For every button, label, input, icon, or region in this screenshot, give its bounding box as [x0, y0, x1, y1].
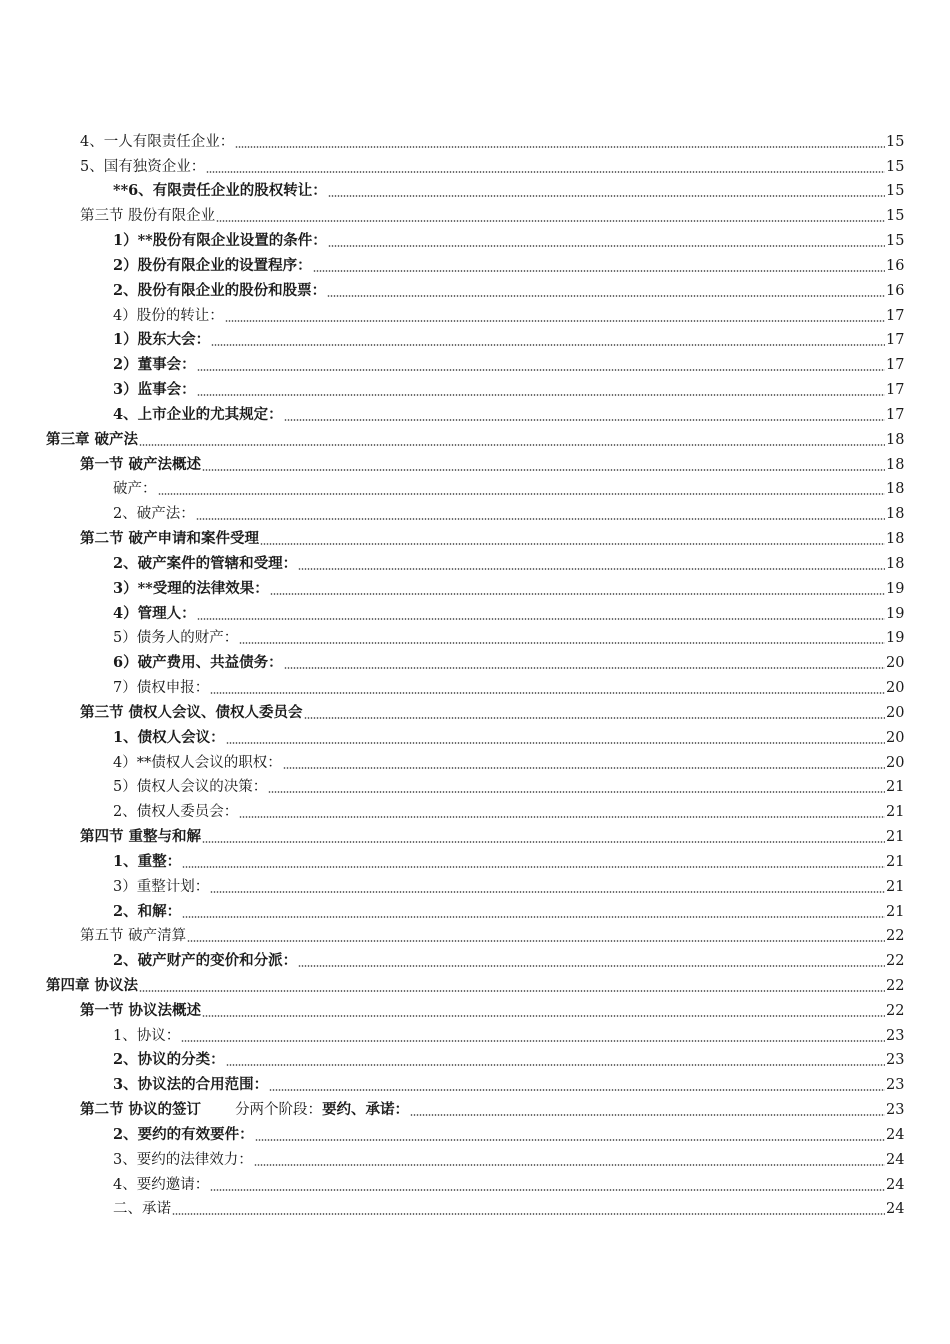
dot-leader: [202, 469, 885, 471]
toc-entry-title-text: 2）股份有限企业的设置程序：: [113, 256, 312, 274]
dot-leader: [211, 344, 885, 346]
dot-leader: [139, 990, 885, 992]
toc-entry-title-text: 3、要约的法律效力：: [113, 1151, 253, 1168]
toc-entry-title: [80, 704, 303, 722]
toc-page-number: 16: [886, 282, 905, 299]
toc-page-number: 21: [886, 878, 905, 895]
dot-leader: [182, 866, 885, 868]
toc-page-number: 15: [886, 233, 905, 250]
toc-entry-title-text: 第四章 协议法: [46, 976, 139, 994]
toc-page-number: 21: [886, 829, 905, 846]
toc-entry[interactable]: [0, 871, 950, 896]
toc-entry-title: [113, 480, 157, 498]
dot-leader: [206, 171, 885, 173]
toc-page-number: 24: [886, 1126, 905, 1143]
toc-entry[interactable]: [0, 598, 950, 623]
toc-entry-title-text: 2、破产案件的管辖和受理：: [113, 554, 298, 572]
toc-entry-title-text: 第二节 协议的签订: [80, 1101, 202, 1119]
dot-leader: [239, 642, 885, 644]
toc-entry[interactable]: [0, 176, 950, 201]
toc-page-number: 18: [886, 506, 905, 523]
toc-page-number: 18: [886, 481, 905, 498]
dot-leader: [210, 1189, 885, 1191]
dot-leader: [410, 1114, 885, 1116]
toc-entry-title: [113, 605, 196, 623]
dot-leader: [268, 791, 885, 793]
dot-leader: [226, 742, 885, 744]
toc-entry[interactable]: [0, 772, 950, 797]
dot-leader: [328, 195, 885, 197]
toc-entry[interactable]: [0, 647, 950, 672]
toc-entry[interactable]: [0, 325, 950, 350]
toc-entry-title: [113, 679, 209, 697]
toc-entry-subtext-bold: 要约、承诺：: [322, 1101, 410, 1119]
toc-entry-title: [113, 356, 196, 374]
toc-entry-title: [113, 629, 238, 647]
dot-leader: [284, 419, 885, 421]
toc-entry[interactable]: [0, 200, 950, 225]
toc-entry-title: [113, 754, 282, 772]
toc-entry-title-text: **6、有限责任企业的股权转让：: [113, 182, 327, 200]
toc-entry-title: [113, 381, 196, 399]
dot-leader: [182, 916, 885, 918]
toc-entry-title-text: 3、协议法的合用范围：: [113, 1076, 269, 1094]
toc-entry-title-text: 第二节 破产申请和案件受理: [80, 530, 260, 548]
toc-entry[interactable]: [0, 498, 950, 523]
toc-entry[interactable]: [0, 424, 950, 449]
dot-leader: [313, 270, 885, 272]
toc-page-number: 21: [886, 779, 905, 796]
toc-entry-title: [80, 207, 215, 225]
toc-entry-title-text: 2、和解：: [113, 902, 182, 920]
toc-page-number: 17: [886, 406, 905, 423]
toc-entry-title: [113, 406, 283, 424]
toc-entry[interactable]: [0, 1094, 950, 1119]
toc-entry-title: [113, 1151, 253, 1169]
toc-page-number: 15: [886, 208, 905, 225]
toc-entry[interactable]: [0, 300, 950, 325]
toc-page-number: 23: [886, 1052, 905, 1069]
toc-entry[interactable]: [0, 548, 950, 573]
toc-entry[interactable]: [0, 970, 950, 995]
toc-entry[interactable]: [0, 449, 950, 474]
dot-leader: [139, 444, 885, 446]
dot-leader: [254, 1164, 885, 1166]
toc-entry-title: [80, 1101, 409, 1119]
toc-entry-title: [113, 878, 209, 896]
toc-entry-title-text: 4）股份的转让：: [113, 307, 224, 324]
dot-leader: [283, 767, 885, 769]
dot-leader: [304, 717, 885, 719]
toc-entry[interactable]: [0, 573, 950, 598]
toc-page-number: 15: [886, 158, 905, 175]
toc-entry[interactable]: [0, 623, 950, 648]
toc-entry-title: [113, 307, 224, 325]
toc-page-number: 21: [886, 804, 905, 821]
dot-leader: [255, 1139, 885, 1141]
toc-entry[interactable]: [0, 945, 950, 970]
dot-leader: [210, 891, 885, 893]
toc-entry[interactable]: [0, 374, 950, 399]
dot-leader: [225, 320, 885, 322]
toc-entry-title-text: 5、国有独资企业：: [80, 158, 206, 175]
toc-entry-title: [113, 331, 210, 349]
dot-leader: [239, 816, 885, 818]
dot-leader: [235, 146, 885, 148]
toc-entry-title: [113, 580, 269, 598]
toc-page-number: 18: [886, 555, 905, 572]
toc-entry-title: [113, 853, 181, 871]
toc-page-number: 20: [886, 704, 905, 721]
toc-entry[interactable]: [0, 1169, 950, 1194]
toc-entry-title-text: 2、股份有限企业的股份和股票：: [113, 281, 327, 299]
toc-entry[interactable]: [0, 1194, 950, 1219]
toc-page-number: 20: [886, 655, 905, 672]
toc-entry[interactable]: [0, 995, 950, 1020]
toc-page-number: 18: [886, 456, 905, 473]
dot-leader: [328, 245, 885, 247]
toc-page-number: 20: [886, 680, 905, 697]
toc-entry[interactable]: [0, 399, 950, 424]
toc-page-number: 17: [886, 307, 905, 324]
toc-page-number: 19: [886, 605, 905, 622]
dot-leader: [202, 841, 885, 843]
toc-page-number: 19: [886, 580, 905, 597]
toc-entry-title: [113, 257, 312, 275]
toc-entry[interactable]: [0, 275, 950, 300]
dot-leader: [196, 518, 885, 520]
toc-entry[interactable]: [0, 151, 950, 176]
toc-entry-title-text: 7）债权申报：: [113, 680, 210, 697]
toc-page-number: 15: [886, 133, 905, 150]
toc-entry[interactable]: [0, 1144, 950, 1169]
toc-page-number: 22: [886, 977, 905, 994]
toc-entry-title-text: 第三节 债权人会议、债权人委员会: [80, 703, 303, 721]
toc-entry-title-text: 5）债务人的财产：: [113, 630, 239, 647]
toc-entry[interactable]: [0, 523, 950, 548]
toc-entry[interactable]: [0, 846, 950, 871]
toc-page-number: 19: [886, 630, 905, 647]
toc-entry-title: [80, 828, 201, 846]
toc-entry-title-text: 第一节 破产法概述: [80, 455, 202, 473]
toc-entry-title-text: 1、债权人会议：: [113, 728, 225, 746]
toc-entry[interactable]: [0, 722, 950, 747]
dot-leader: [284, 667, 885, 669]
toc-entry-title-text: 4、上市企业的尤其规定：: [113, 405, 283, 423]
toc-entry[interactable]: [0, 1020, 950, 1045]
toc-entry-title-text: 第五节 破产清算: [80, 928, 187, 945]
toc-page-number: 20: [886, 754, 905, 771]
toc-entry-title: [80, 456, 201, 474]
toc-entry-title-text: 3）**受理的法律效果：: [113, 579, 269, 597]
toc-entry-title-text: 1）股东大会：: [113, 331, 211, 349]
dot-leader: [197, 394, 885, 396]
toc-entry-title-text: 3）监事会：: [113, 381, 196, 399]
toc-entry[interactable]: [0, 796, 950, 821]
toc-entry-title: [113, 803, 238, 821]
toc-entry-title-text: 4）**债权人会议的职权：: [113, 754, 282, 771]
toc-entry-title-text: 2、破产财产的变价和分派：: [113, 952, 298, 970]
dot-leader: [298, 965, 885, 967]
toc-entry-title-text: 第三节 股份有限企业: [80, 208, 216, 225]
toc-entry-title: [113, 1126, 254, 1144]
dot-leader: [327, 295, 885, 297]
toc-entry-title-text: 1、重整：: [113, 852, 182, 870]
toc-entry-title: [46, 431, 138, 449]
toc-entry-title-text: 4）管理人：: [113, 604, 196, 622]
toc-entry[interactable]: [0, 250, 950, 275]
toc-entry[interactable]: [0, 126, 950, 151]
toc-entry-title-text: 1）**股份有限企业设置的条件：: [113, 232, 327, 250]
dot-leader: [172, 1213, 885, 1215]
dot-leader: [187, 940, 885, 942]
toc-entry-title: [80, 927, 186, 945]
toc-entry-title-text: 第一节 协议法概述: [80, 1001, 202, 1019]
toc-entry-title: [113, 1027, 180, 1045]
toc-entry-title: [46, 977, 138, 995]
toc-entry-title-text: 1、协议：: [113, 1027, 181, 1044]
toc-page-number: 20: [886, 729, 905, 746]
toc-entry[interactable]: [0, 474, 950, 499]
toc-entry[interactable]: [0, 225, 950, 250]
toc-entry-title: [113, 505, 195, 523]
toc-entry-title: [113, 182, 327, 200]
toc-entry-title: [113, 952, 297, 970]
toc-entry-title: [113, 1051, 225, 1069]
toc-entry[interactable]: [0, 896, 950, 921]
toc-entry-title: [80, 1002, 201, 1020]
toc-entry[interactable]: [0, 1045, 950, 1070]
dot-leader: [260, 543, 885, 545]
toc-entry-title-text: 第三章 破产法: [46, 430, 139, 448]
dot-leader: [226, 1064, 885, 1066]
toc-page-number: 24: [886, 1151, 905, 1168]
toc-entry-title-text: 第四节 重整与和解: [80, 828, 202, 846]
toc-page-number: 22: [886, 953, 905, 970]
toc-entry-title-text: 6）破产费用、共益债务：: [113, 654, 283, 672]
toc-page-number: 24: [886, 1201, 905, 1218]
dot-leader: [269, 1089, 885, 1091]
toc-entry-title-text: 2、要约的有效要件：: [113, 1125, 254, 1143]
toc-entry-subtext: 分两个阶段：: [235, 1102, 323, 1119]
toc-entry-title-text: 2、债权人委员会：: [113, 804, 239, 821]
toc-entry-title: [113, 555, 297, 573]
toc-page-number: 18: [886, 531, 905, 548]
dot-leader: [197, 369, 885, 371]
toc-entry-title-text: 2、协议的分类：: [113, 1051, 225, 1069]
toc-entry-title: [113, 282, 326, 300]
toc-entry-title: [80, 133, 234, 151]
toc-entry-title-text: 3）重整计划：: [113, 878, 210, 895]
dot-leader: [210, 692, 885, 694]
toc-entry[interactable]: [0, 349, 950, 374]
toc-entry-title: [113, 778, 267, 796]
toc-entry-title-text: 二、承诺: [113, 1201, 171, 1218]
toc-entry-title-text: 破产：: [113, 481, 157, 498]
toc-entry-title: [113, 654, 283, 672]
toc-page-number: 23: [886, 1102, 905, 1119]
toc-page-number: 22: [886, 1002, 905, 1019]
toc-entry[interactable]: [0, 747, 950, 772]
toc-page-number: 21: [886, 903, 905, 920]
toc-entry-title: [113, 1176, 209, 1194]
toc-entry-title: [113, 1200, 171, 1218]
toc-entry-title: [113, 1076, 268, 1094]
dot-leader: [270, 593, 885, 595]
toc-entry-title: [113, 232, 327, 250]
toc-entry-title: [80, 158, 205, 176]
toc-entry[interactable]: [0, 672, 950, 697]
dot-leader: [298, 568, 885, 570]
table-of-contents: [0, 126, 950, 1218]
dot-leader: [181, 1040, 885, 1042]
toc-entry-title-text: 2）董事会：: [113, 356, 196, 374]
toc-page-number: 17: [886, 332, 905, 349]
toc-entry-title: [113, 903, 181, 921]
toc-entry-title-text: 4、要约邀请：: [113, 1176, 210, 1193]
toc-page-number: 24: [886, 1176, 905, 1193]
toc-entry[interactable]: [0, 697, 950, 722]
toc-entry-title-text: 2、破产法：: [113, 506, 195, 523]
toc-entry[interactable]: [0, 1119, 950, 1144]
dot-leader: [197, 618, 885, 620]
toc-page-number: 18: [886, 431, 905, 448]
dot-leader: [202, 1015, 885, 1017]
toc-page-number: 21: [886, 853, 905, 870]
dot-leader: [158, 493, 886, 495]
toc-entry[interactable]: [0, 921, 950, 946]
toc-entry-title-text: 5）债权人会议的决策：: [113, 779, 268, 796]
toc-entry-title-text: 4、一人有限责任企业：: [80, 133, 235, 150]
toc-page-number: 15: [886, 183, 905, 200]
toc-entry-title: [80, 530, 259, 548]
toc-page-number: 17: [886, 357, 905, 374]
toc-entry[interactable]: [0, 821, 950, 846]
toc-page-number: 23: [886, 1077, 905, 1094]
toc-page-number: 22: [886, 928, 905, 945]
dot-leader: [216, 220, 885, 222]
toc-page-number: 16: [886, 257, 905, 274]
toc-page-number: 23: [886, 1027, 905, 1044]
toc-page-number: 17: [886, 382, 905, 399]
toc-entry[interactable]: [0, 1069, 950, 1094]
toc-entry-title: [113, 729, 225, 747]
